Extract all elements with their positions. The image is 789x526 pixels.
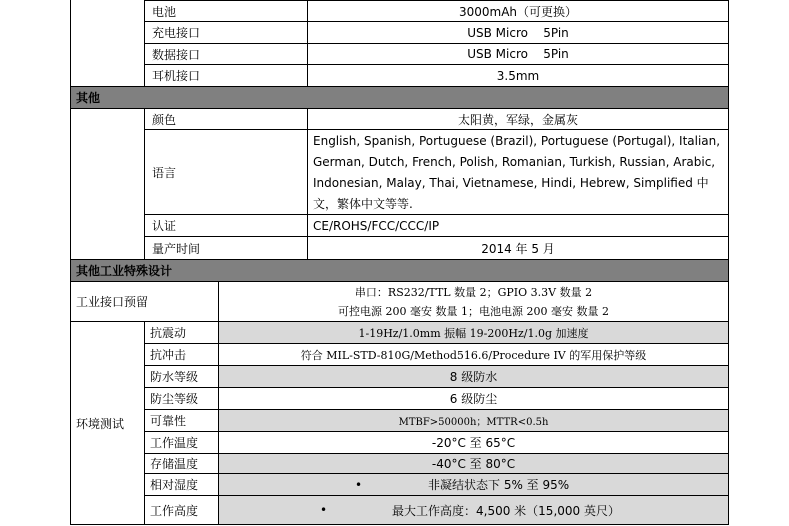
language-label: 语言: [152, 165, 177, 180]
env-label-reliability: 可靠性: [150, 414, 187, 428]
language-line: English, Spanish, Portuguese (Brazil), Portuguese (Portugal), Italian,: [313, 134, 721, 148]
data-port-label: 数据接口: [152, 47, 201, 62]
env-label-waterproof: 防水等级: [150, 370, 199, 384]
env-value-reliability: MTBF>50000h；MTTR<0.5h: [398, 417, 549, 428]
production-date-value: 2014 年 5 月: [481, 241, 555, 256]
env-value-storage-temp: -40°C 至 80°C: [431, 457, 516, 471]
bullet-icon: •: [320, 503, 328, 517]
language-line: 文，繁体中文等等.: [313, 197, 413, 211]
language-line: German, Dutch, French, Polish, Romanian, Turkish, Russian, Arabic,: [313, 155, 716, 169]
env-label-dustproof: 防尘等级: [150, 392, 199, 406]
env-value-waterproof: 8 级防水: [449, 370, 498, 384]
section-title-other: 其他: [76, 90, 101, 105]
headphone-jack-label: 耳机接口: [152, 69, 201, 83]
battery-label: 电池: [152, 4, 177, 19]
data-port-value: USB Micro 5Pin: [467, 47, 569, 61]
env-value-altitude: 最大工作高度：4,500 米（15,000 英尺）: [392, 503, 620, 518]
production-date-label: 量产时间: [152, 241, 201, 256]
charging-port-value: USB Micro 5Pin: [467, 25, 569, 40]
bullet-icon: •: [355, 477, 363, 492]
env-label-humidity: 相对湿度: [150, 478, 199, 492]
language-value: [313, 131, 725, 215]
language-line: Indonesian, Malay, Thai, Vietnamese, Hindi, Hebrew, Simplified 中: [313, 176, 709, 190]
certification-value: CE/ROHS/FCC/CCC/IP: [313, 218, 440, 233]
industrial-interface-line1: 串口：RS232/TTL 数量 2；GPIO 3.3V 数量 2: [354, 286, 593, 299]
env-value-shock: 符合 MIL-STD-810G/Method516.6/Procedure IV 的军用保护等级: [300, 348, 647, 362]
charging-port-label: 充电接口: [152, 26, 201, 40]
env-value-vibration: 1-19Hz/1.0mm 振幅 19-200Hz/1.0g 加速度: [358, 326, 589, 340]
env-label-altitude: 工作高度: [150, 503, 199, 518]
env-label-operating-temp: 工作温度: [150, 436, 199, 450]
env-value-dustproof: 6 级防尘: [449, 392, 498, 406]
env-value-humidity: 非凝结状态下 5% 至 95%: [428, 478, 570, 492]
industrial-interface-line2: 可控电源 200 毫安 数量 1；电池电源 200 毫安 数量 2: [338, 305, 609, 318]
env-label-storage-temp: 存储温度: [150, 457, 199, 471]
env-label-shock: 抗冲击: [150, 348, 187, 362]
section-title-industrial: 其他工业特殊设计: [76, 263, 173, 278]
environment-test-label: 环境测试: [76, 416, 125, 431]
env-label-vibration: 抗震动: [150, 326, 187, 340]
industrial-interface-label: 工业接口预留: [76, 295, 149, 309]
env-value-operating-temp: -20°C 至 65°C: [431, 436, 516, 450]
color-value: 太阳黄，军绿，金属灰: [457, 112, 578, 127]
color-label: 颜色: [152, 112, 177, 127]
battery-value: 3000mAh（可更换）: [458, 4, 578, 19]
headphone-jack-value: 3.5mm: [496, 68, 540, 83]
certification-label: 认证: [152, 219, 177, 233]
